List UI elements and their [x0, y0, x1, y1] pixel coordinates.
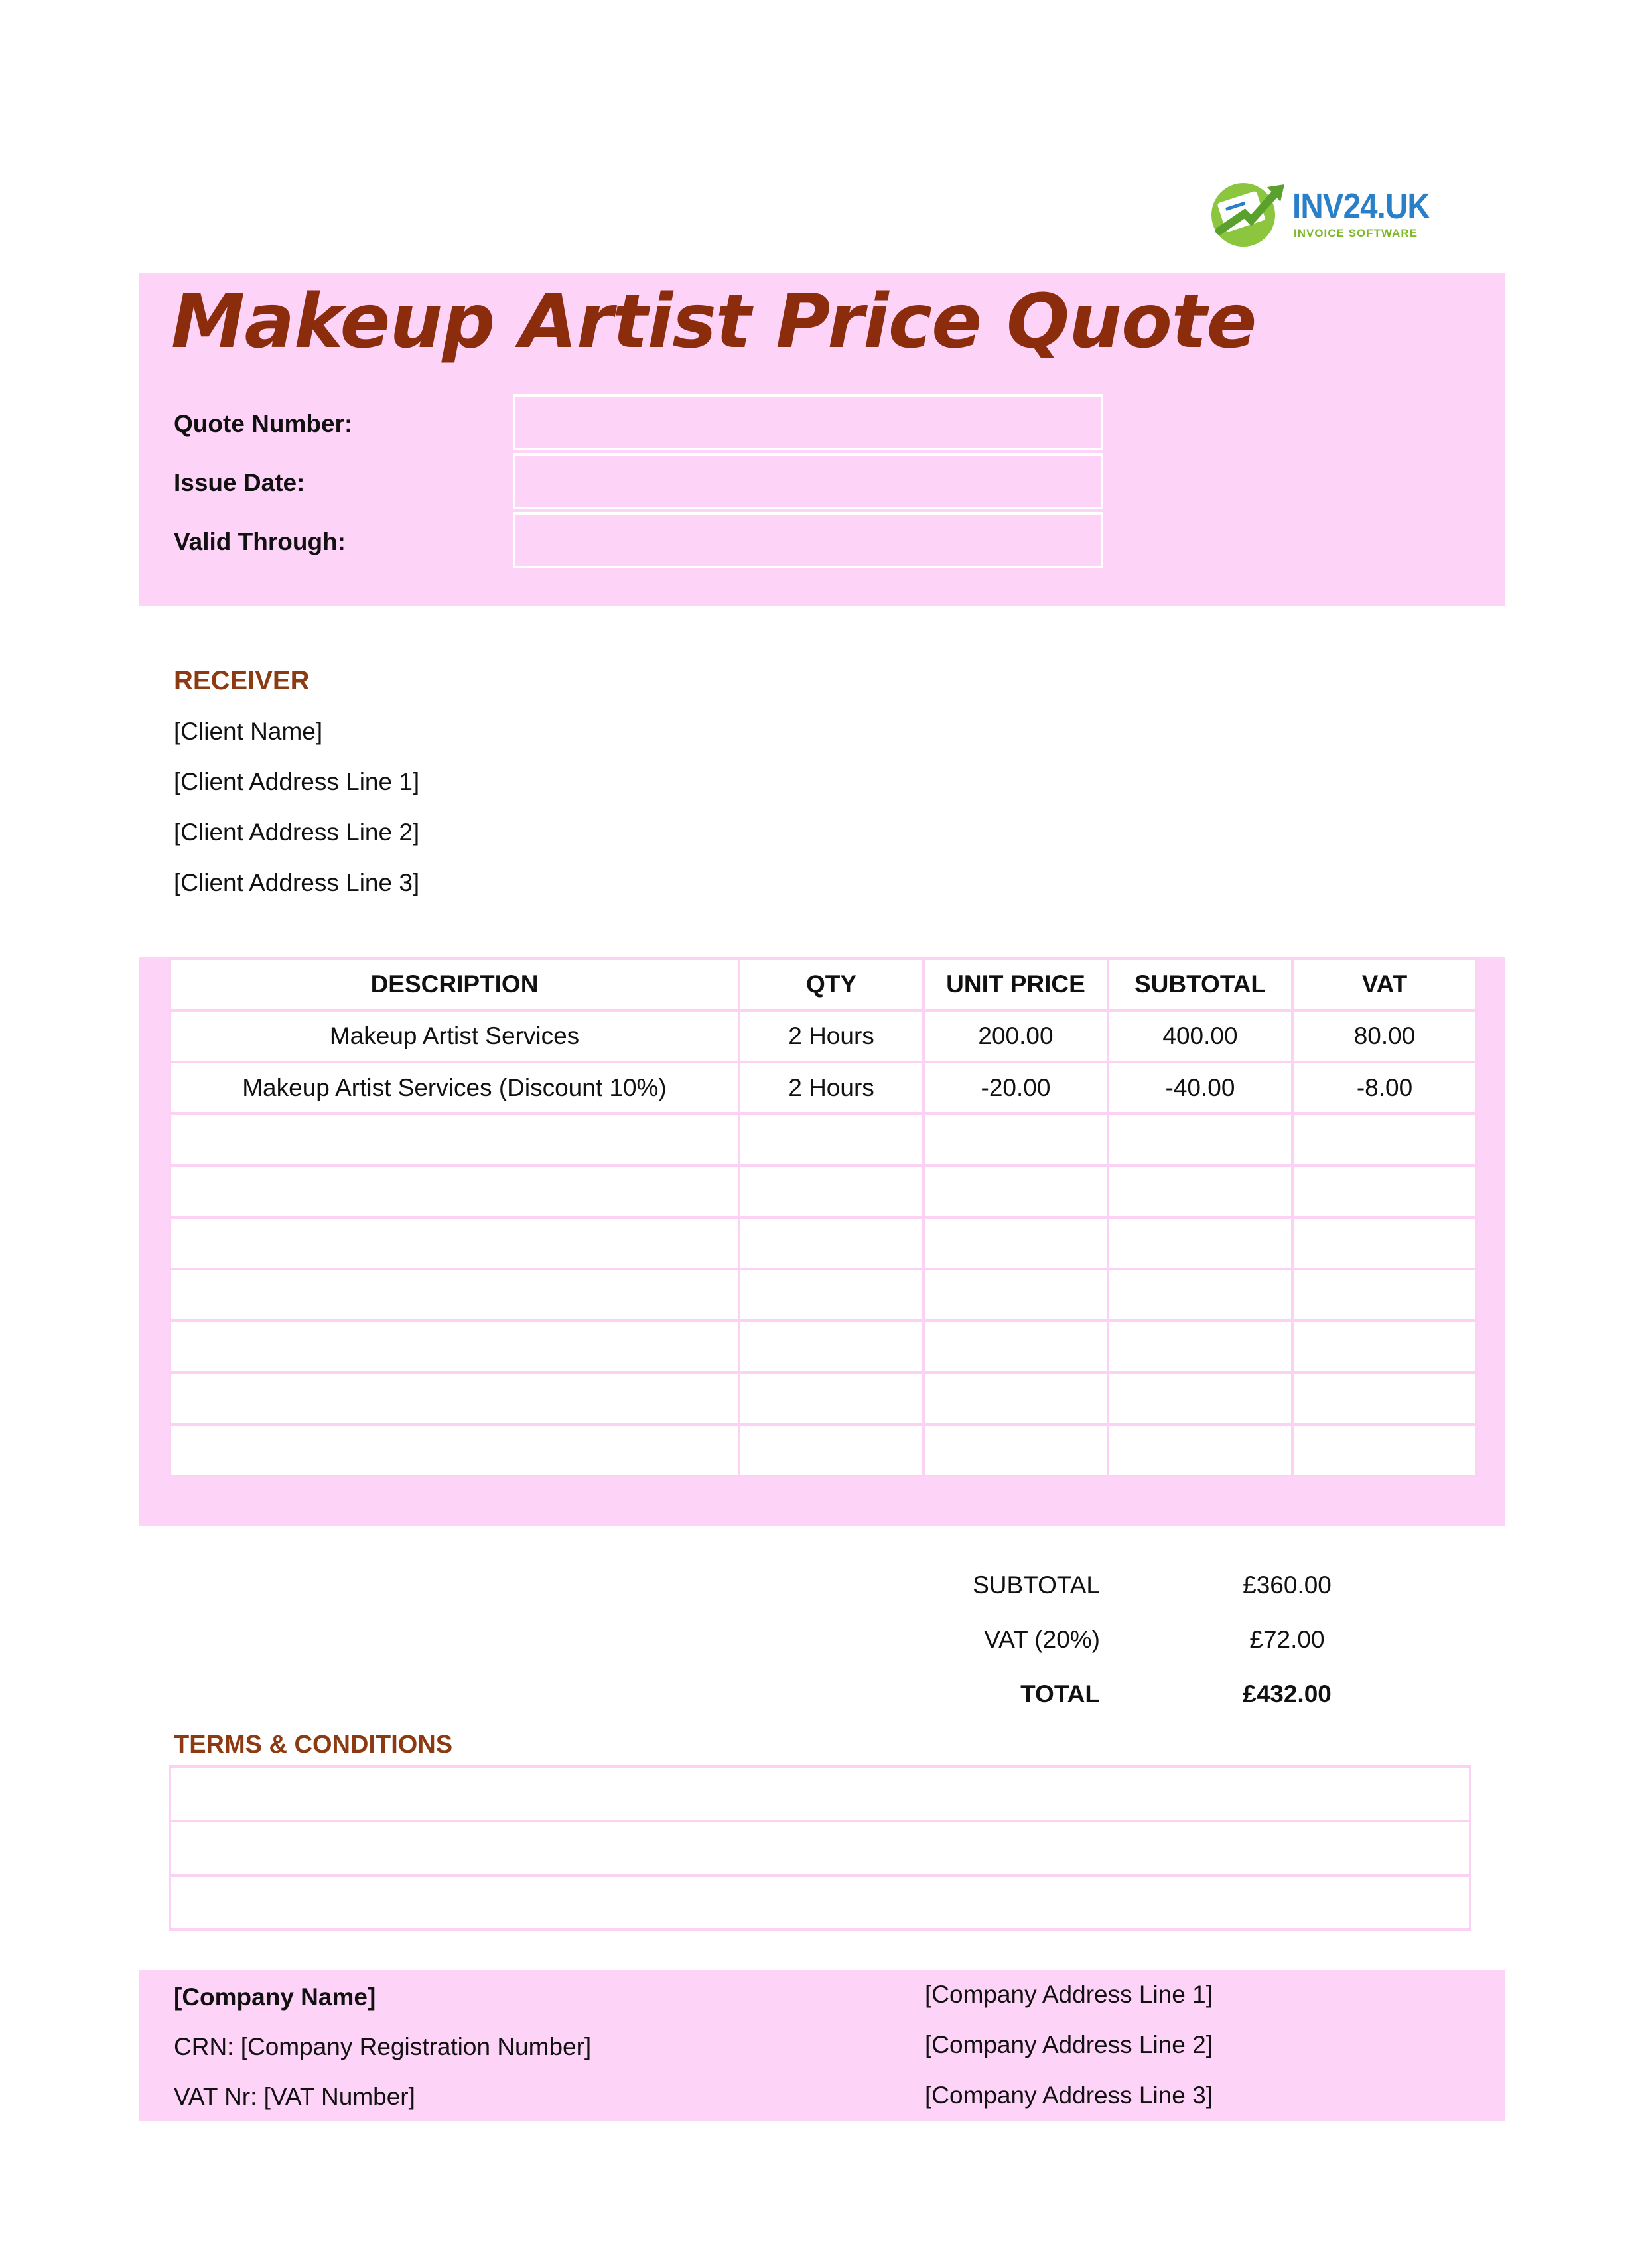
cell-vat[interactable]	[1292, 1217, 1477, 1269]
cell-unit-price[interactable]	[924, 1424, 1108, 1476]
terms-table	[169, 1765, 1471, 1931]
subtotal-label: SUBTOTAL	[973, 1571, 1100, 1599]
table-row	[170, 1166, 1477, 1217]
table-row	[170, 1321, 1477, 1372]
cell-vat[interactable]	[1292, 1372, 1477, 1424]
client-name: [Client Name]	[174, 718, 323, 745]
receiver-heading: RECEIVER	[174, 666, 310, 695]
client-address-line-3: [Client Address Line 3]	[174, 869, 420, 896]
cell-subtotal[interactable]	[1108, 1114, 1292, 1166]
company-address-line-2: [Company Address Line 2]	[925, 2031, 1213, 2058]
table-row	[170, 1217, 1477, 1269]
table-header-row	[170, 959, 1477, 1010]
terms-line-1[interactable]	[170, 1767, 1470, 1821]
logo-brand-text: INV24.UK	[1292, 186, 1430, 226]
vat-value: £72.00	[1249, 1626, 1325, 1653]
company-name: [Company Name]	[174, 1983, 376, 2011]
terms-line-3[interactable]	[170, 1875, 1470, 1930]
issue-date-field[interactable]	[513, 453, 1103, 509]
cell-description[interactable]	[170, 1372, 739, 1424]
cell-subtotal[interactable]	[1108, 1424, 1292, 1476]
cell-vat[interactable]	[1292, 1424, 1477, 1476]
client-address-line-1: [Client Address Line 1]	[174, 768, 420, 795]
company-vat-number: VAT Nr: [VAT Number]	[174, 2083, 415, 2110]
client-address-line-2: [Client Address Line 2]	[174, 819, 420, 846]
quote-number-field[interactable]	[513, 394, 1103, 450]
table-row	[170, 1269, 1477, 1321]
table-row	[170, 1424, 1477, 1476]
cell-qty[interactable]: 2 Hours	[739, 1010, 924, 1062]
cell-vat[interactable]: -8.00	[1292, 1062, 1477, 1114]
table-row	[170, 1062, 1477, 1114]
cell-unit-price[interactable]: 200.00	[924, 1010, 1108, 1062]
issue-date-label: Issue Date:	[174, 469, 305, 496]
company-address-line-1: [Company Address Line 1]	[925, 1981, 1213, 2008]
cell-unit-price[interactable]	[924, 1217, 1108, 1269]
cell-unit-price[interactable]: -20.00	[924, 1062, 1108, 1114]
cell-qty[interactable]: 2 Hours	[739, 1062, 924, 1114]
cell-subtotal[interactable]	[1108, 1166, 1292, 1217]
table-row	[170, 1010, 1477, 1062]
company-address-line-3: [Company Address Line 3]	[925, 2082, 1213, 2109]
cell-subtotal[interactable]: -40.00	[1108, 1062, 1292, 1114]
cell-subtotal[interactable]: 400.00	[1108, 1010, 1292, 1062]
col-header-vat: VAT	[1292, 959, 1477, 1010]
col-header-subtotal: SUBTOTAL	[1108, 959, 1292, 1010]
cell-unit-price[interactable]	[924, 1269, 1108, 1321]
valid-through-field[interactable]	[513, 512, 1103, 568]
cell-description[interactable]	[170, 1269, 739, 1321]
cell-unit-price[interactable]	[924, 1166, 1108, 1217]
vat-label: VAT (20%)	[984, 1626, 1100, 1653]
table-row	[170, 1114, 1477, 1166]
cell-qty[interactable]	[739, 1269, 924, 1321]
cell-vat[interactable]	[1292, 1166, 1477, 1217]
total-label: TOTAL	[1020, 1680, 1100, 1707]
page-title: Makeup Artist Price Quote	[171, 279, 1257, 365]
cell-description[interactable]	[170, 1321, 739, 1372]
table-row	[170, 1372, 1477, 1424]
cell-qty[interactable]	[739, 1166, 924, 1217]
terms-heading: TERMS & CONDITIONS	[174, 1731, 453, 1759]
cell-vat[interactable]: 80.00	[1292, 1010, 1477, 1062]
cell-vat[interactable]	[1292, 1269, 1477, 1321]
cell-description[interactable]	[170, 1114, 739, 1166]
company-crn: CRN: [Company Registration Number]	[174, 2033, 592, 2060]
cell-qty[interactable]	[739, 1217, 924, 1269]
terms-line-2[interactable]	[170, 1821, 1470, 1875]
cell-qty[interactable]	[739, 1321, 924, 1372]
cell-subtotal[interactable]	[1108, 1269, 1292, 1321]
cell-unit-price[interactable]	[924, 1321, 1108, 1372]
cell-subtotal[interactable]	[1108, 1321, 1292, 1372]
col-header-unit-price: UNIT PRICE	[924, 959, 1108, 1010]
cell-description[interactable]	[170, 1217, 739, 1269]
cell-qty[interactable]	[739, 1424, 924, 1476]
valid-through-label: Valid Through:	[174, 528, 346, 555]
company-logo	[1206, 176, 1445, 249]
total-value: £432.00	[1243, 1680, 1332, 1707]
cell-qty[interactable]	[739, 1372, 924, 1424]
cell-unit-price[interactable]	[924, 1114, 1108, 1166]
items-table	[169, 957, 1478, 1477]
cell-subtotal[interactable]	[1108, 1372, 1292, 1424]
cell-unit-price[interactable]	[924, 1372, 1108, 1424]
cell-description[interactable]	[170, 1424, 739, 1476]
quote-number-label: Quote Number:	[174, 410, 353, 437]
cell-subtotal[interactable]	[1108, 1217, 1292, 1269]
cell-vat[interactable]	[1292, 1321, 1477, 1372]
cell-qty[interactable]	[739, 1114, 924, 1166]
col-header-description: DESCRIPTION	[170, 959, 739, 1010]
logo-mark-icon	[1206, 176, 1292, 249]
col-header-qty: QTY	[739, 959, 924, 1010]
cell-description[interactable]: Makeup Artist Services (Discount 10%)	[170, 1062, 739, 1114]
cell-description[interactable]: Makeup Artist Services	[170, 1010, 739, 1062]
cell-vat[interactable]	[1292, 1114, 1477, 1166]
logo-tagline: INVOICE SOFTWARE	[1294, 227, 1418, 239]
cell-description[interactable]	[170, 1166, 739, 1217]
subtotal-value: £360.00	[1243, 1571, 1332, 1599]
